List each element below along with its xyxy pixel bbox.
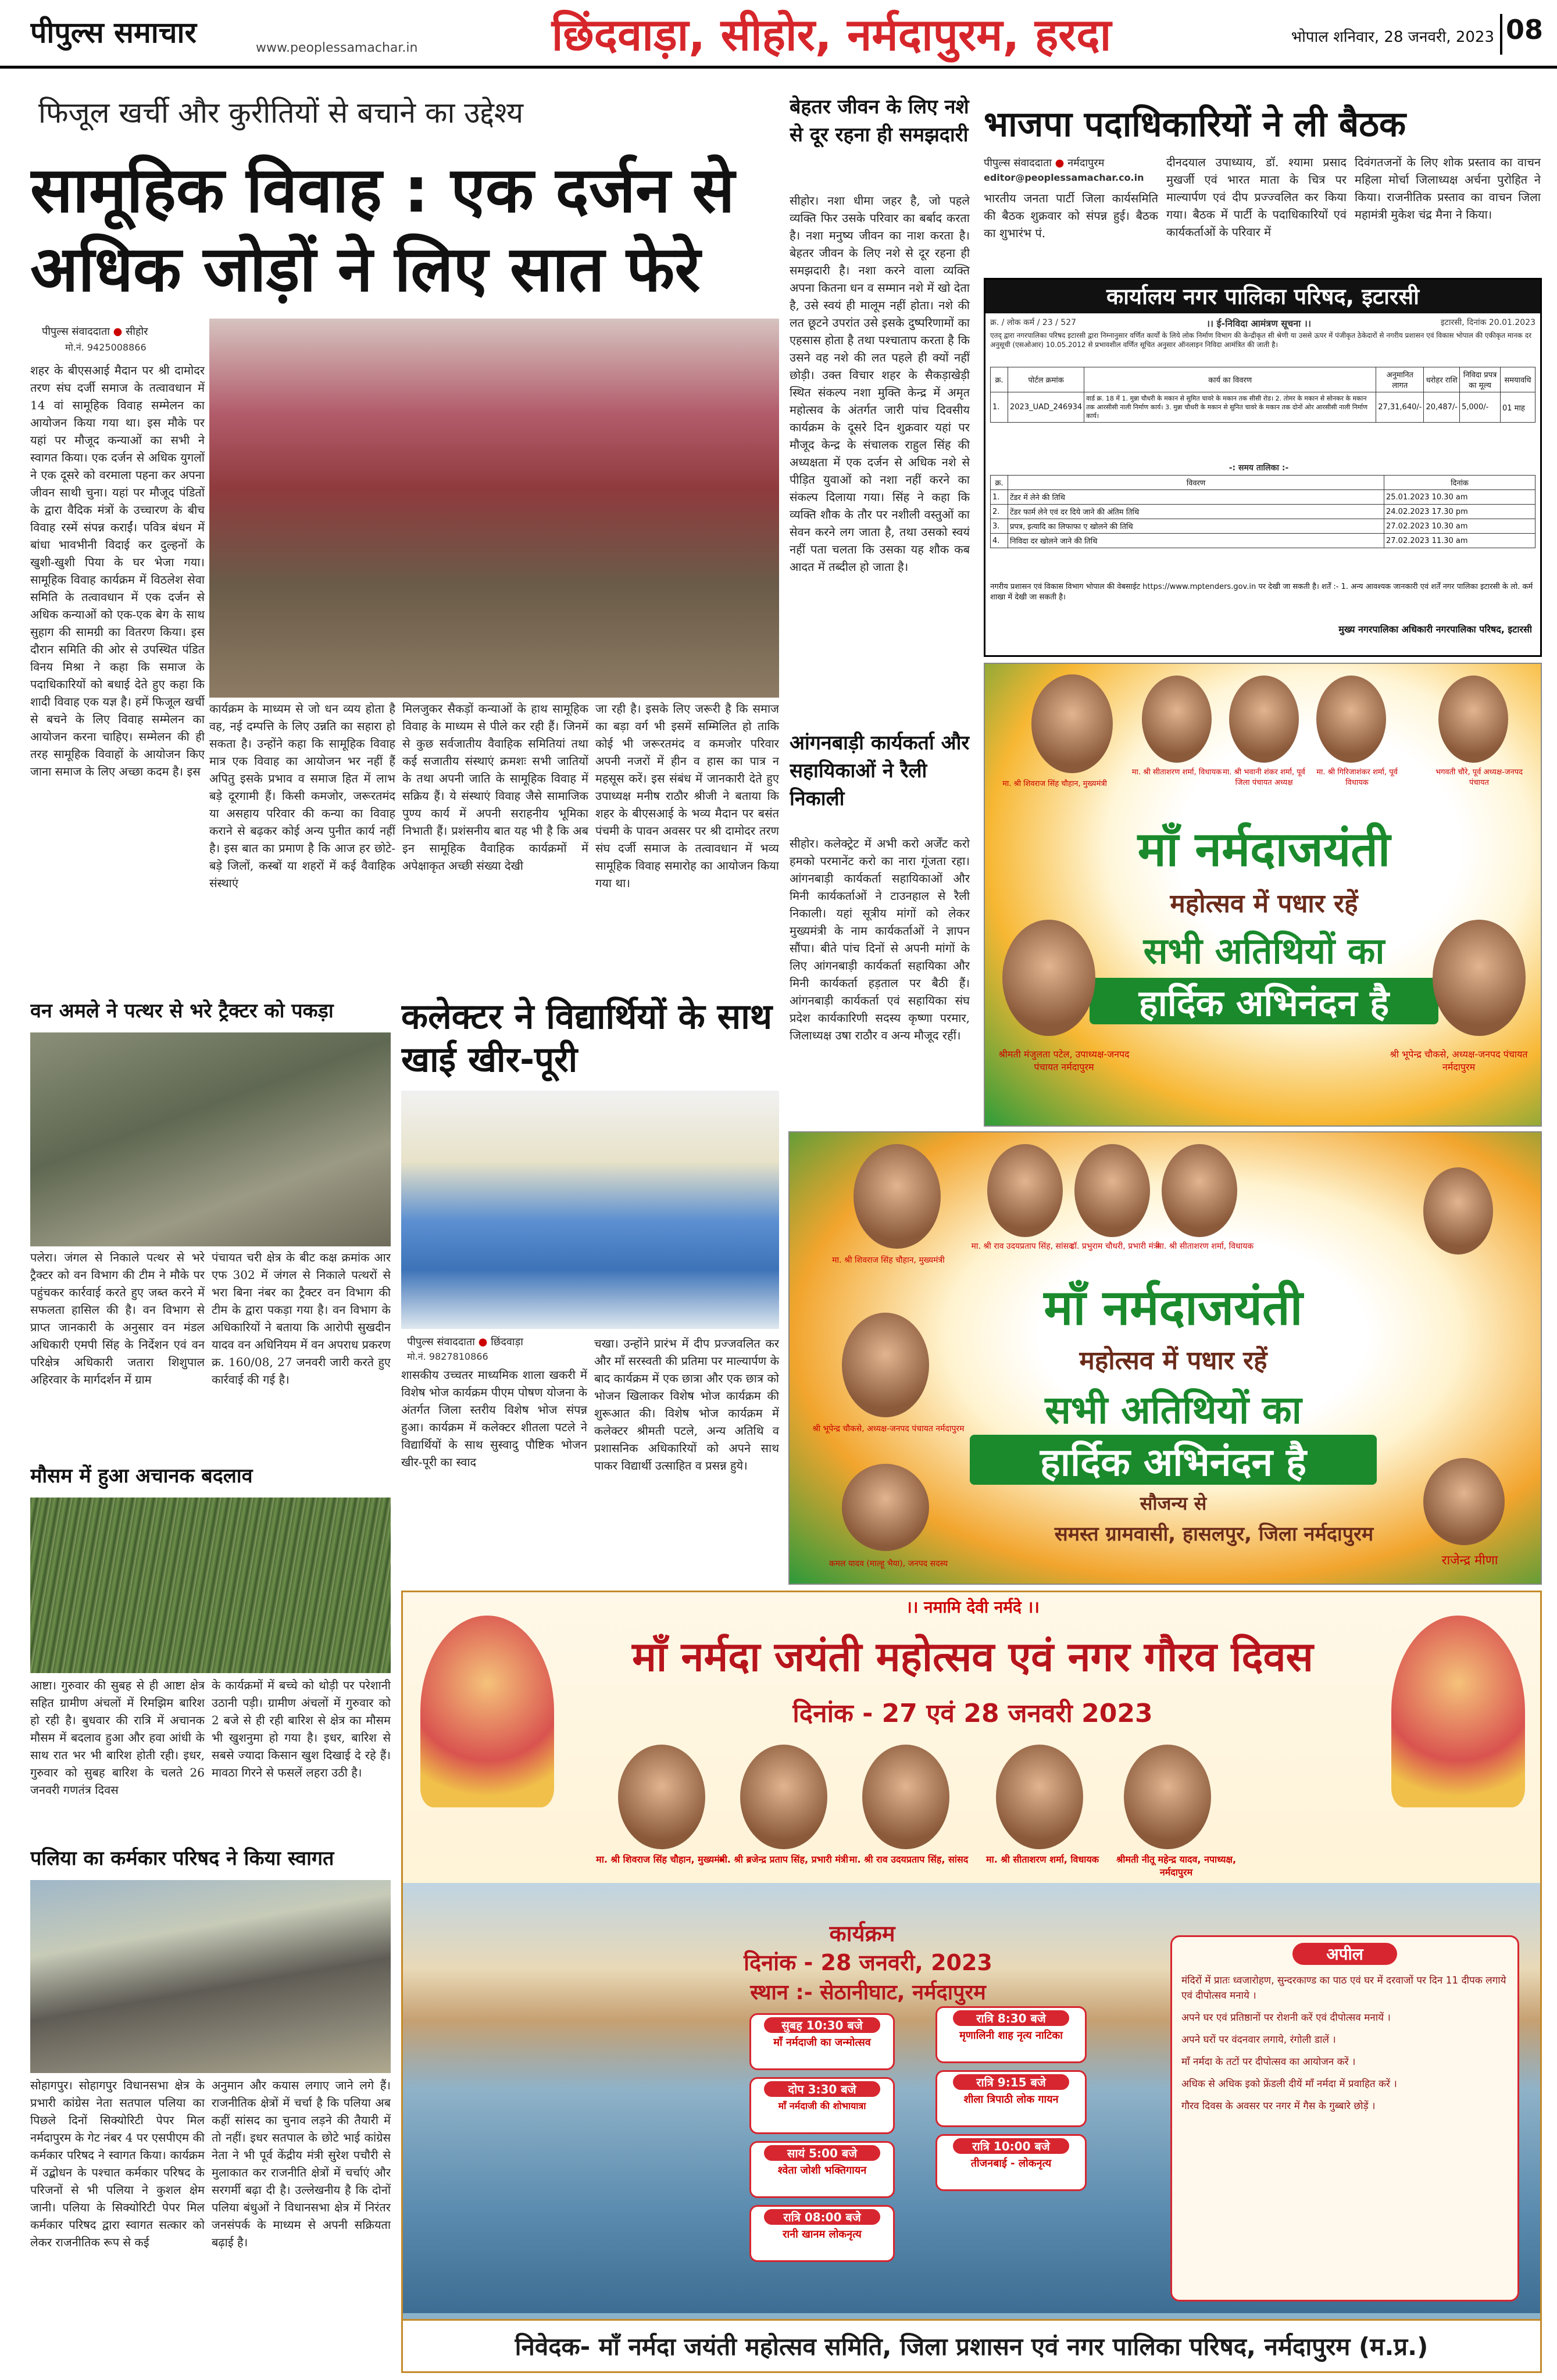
kheer-col2: चखा। उन्होंने प्रारंभ में दीप प्रज्जवलित कर और माँ सरस्वती की प्रतिमा पर माल्यार्पण के बाद कार्यक्रम में एक छात्रा और एक छात्र को भोजन खिलाकर विशेष भोज कार्यक्रम की शुरूआत की। विशेष भोज कार्यक्रम में कलेक्टर श्रीमती पटले, अन्य अतिथि व प्रशासनिक अधिकारियों को अपने साथ पाकर विद्यार्थी उत्साहित व प्रसन्न हुये।: [594, 1336, 779, 1473]
portrait-photo: [1423, 1167, 1493, 1255]
table-row: [991, 505, 1535, 519]
narmada-gaurav-divas-ad: [401, 1591, 1542, 2373]
tender-date: इटारसी, दिनांक 20.01.2023: [1440, 318, 1535, 327]
portrait-photo: [1124, 1745, 1211, 1849]
palia-col1: सोहागपुर। सोहागपुर विधानसभा क्षेत्र के प्रभारी कांग्रेस नेता सतपाल पलिया का पिछले दिनों सिक्योरिटी पेपर मिल नर्मदापुरम के गेट नंबर 4 पर एसपीएम की कर्मकार परिषद ने स्वागत किया। कार्यक्रम में उद्बोधन के पश्चात कर्मकार परिषद के परिजनों से भी पलिया ने कुशल क्षेम जानी। पलिया के सिक्योरिटी पेपर मिल कर्मकार परिषद द्वारा स्वागत सत्कार को लेकर राजनीतिक रूप से कई: [30, 2078, 205, 2249]
narmada-jayanti-ad-1: [984, 663, 1542, 1127]
tender-intro: एतद् द्वारा नगरपालिका परिषद इटारसी द्वारा निम्नानुसार वर्णित कार्यों के लिये लोक निर्माण विभाग की केन्द्रीकृत सी श्रेणी या उससे ऊपर में पंजीकृत ठेकेदारों से नगरीय प्रशासन एवं विकास भोपाल की एकीकृत मानक दर अनुसूची (एसओआर) 10.05.2012 से प्रभावशील वर्णित सूचित अनुसार ऑनलाइन निविदा आमंत्रित की जाती है।: [990, 331, 1531, 349]
ad1-caption: मा. श्री गिरिजाशंकर शर्मा, पूर्व विधायक: [1316, 768, 1398, 787]
ad2-left-caption: श्री भूपेन्द्र चौकसे, अध्यक्ष-जनपद पंचायत नर्मदापुरम: [812, 1424, 965, 1434]
lead-col3: मिलजुकर सैकड़ों कन्याओं के हाथ सामूहिक विवाह के माध्यम से पीले कर रही हैं। जिनमें से कुछ सर्वजातीय वैवाहिक समितियां तथा कई सजातीय संस्थाएं क्रमशः सभी जातियों के तथा अपनी जाति के सामूहिक विवाह में सक्रिय हैं। ये संस्थाएं विवाह जैसे सामाजिक पुण्य कार्य में अपनी सराहनीय भूमिका निभाती हैं। प्रशंसनीय बात यह भी है कि अब इन सामूहिक वैवाहिक कार्यक्रमों में अपेक्षाकृत अच्छी संख्या देखी: [402, 702, 588, 873]
palia-headline: पलिया का कर्मकार परिषद ने किया स्वागत: [30, 1847, 334, 1870]
ad2-left-caption-2: कमल यादव (माल्हू भैया), जनपद सदस्य: [829, 1559, 948, 1568]
tender-cell: 5,000/-: [1460, 392, 1501, 423]
tender-cell: 20,487/-: [1424, 392, 1460, 423]
portrait-photo: [987, 1144, 1063, 1237]
ad3-footer: निवेदक- माँ नर्मदा जयंती महोत्सव समिति, जिला प्रशासन एवं नगर पालिका परिषद, नर्मदापुरम (म.प्र.): [403, 2319, 1540, 2371]
event-label: माँ नर्मदाजी का जन्मोत्सव: [773, 2036, 871, 2049]
forest-headline: वन अमले ने पत्थर से भरे ट्रैक्टर को पकड़ा: [30, 999, 334, 1023]
tender-col-no: क्र.: [991, 367, 1008, 392]
portrait-photo: [740, 1745, 827, 1849]
palia-photo: [30, 1880, 391, 2073]
event-label: तीजनबाई - लोकनृत्य: [970, 2157, 1052, 2170]
event-time: रात्रि 8:30 बजे: [953, 2010, 1069, 2026]
page-number: 08: [1500, 14, 1547, 55]
tender-cell: 01 माह: [1501, 392, 1535, 423]
tender-cell: 27,31,640/-: [1376, 392, 1424, 423]
palia-col2: अनुमान और कयास लगाए जाने लगे हैं। राजनीतिक क्षेत्रों में चर्चा है कि पलिया अब कहीं सांसद का चुनाव लड़ने की तैयारी में तो नहीं। इधर सतपाल के छोटे भाई कांग्रेस नेता ने भी पूर्व केंद्रीय मंत्री सुरेश पचौरी से मुलाकात कर राजनीति क्षेत्रों में चर्चाएं और सरगर्मी बढ़ा दी है। उल्लेखनीय है कि दोनों पलिया बंधुओं ने विधानसभा क्षेत्र में निरंतर जनसंपर्क के माध्यम से अपनी सक्रियता बढ़ाई है।: [212, 2078, 391, 2249]
sched-cell: टेंडर फार्म लेने एवं दर दिये जाने की अंतिम तिथि: [1008, 505, 1384, 519]
ad3-caption: मा. श्री शिवराज सिंह चौहान, मुख्यमंत्री: [596, 1854, 727, 1865]
lead-col1: शहर के बीएसआई मैदान पर श्री दामोदर तरण संघ दर्जी समाज के तत्वावधान में 14 वां सामूहिक विवाह सम्मेलन का आयोजन किया गया था। इस मौके पर यहां पर मौजूद कन्याओं का सभी ने स्वागत किया। एक दर्जन से अधिक युगलों ने एक दूसरे को वरमाला पहना कर अपना जीवन साथी चुना। यहां पर मौजूद पंडितों के द्वारा वैदिक मंत्रों के उच्चारण के बीच विवाह रस्में संपन्न कराईं। पवित्र बंधन में बांधा भावभीनी विदाई कर दुल्हनों के खुशी-खुशी पिया के घर भेजा गया। सामूहिक विवाह कार्यक्रम में विठलेश सेवा समिति के तत्वावधान में एक दर्जन से अधिक कन्याओं को एक-एक बेग के साथ सुहाग की सामग्री का वितरण किया। इस दौरान समिति की ओर से उपस्थित पंडित विनय मिश्रा ने कहा कि समाज के पदाधिकारियों को बधाई देते हुए कहा कि शादी विवाह एक यज्ञ है। हमें फिजूल खर्ची से बचने के लिए विवाह सम्मेलन का आयोजन करना चाहिए। सम्मेलन की ही तरह सामूहिक विवाहों के आयोजन किए जाना समाज के लिए अच्छा कदम है। इस: [30, 363, 205, 778]
sched-cell: 27.02.2023 10.30 am: [1384, 519, 1535, 534]
sched-cell: 25.01.2023 10.30 am: [1384, 490, 1535, 505]
table-row: [991, 534, 1535, 548]
portrait-photo: [1433, 920, 1526, 1036]
website-url: www.peoplessamachar.in: [256, 41, 418, 55]
bjp-col2: दीनदयाल उपाध्याय, डॉ. श्यामा प्रसाद मुखर्जी एवं भारत माता के चित्र पर माल्यार्पण एवं दीप प्रज्ज्वलित कर किया गया। बैठक में पार्टी के पदाधिकारियों एवं कार्यकर्ताओं के परिवार में: [1166, 155, 1347, 239]
event-label: मृणालिनी शाह नृत्य नाटिका: [959, 2029, 1063, 2042]
ad1-greet1: सभी अतिथियों का: [1143, 930, 1385, 972]
bjp-headline: भाजपा पदाधिकारियों ने ली बैठक: [984, 104, 1406, 145]
ad3-caption: मा. श्री राव उदयप्रताप सिंह, सांसद: [849, 1854, 969, 1865]
event-label: माँ नर्मदाजी की शोभायात्रा: [778, 2100, 866, 2111]
ad2-from: सौजन्य से: [1140, 1492, 1207, 1514]
sched-cell: प्रपत्र, इत्यादि का लिफाफा ए खोलने की तिथि: [1008, 519, 1384, 534]
bjp-col3: दिवंगतजनों के लिए शोक प्रस्ताव का वाचन महिला मोर्चा जिलाध्यक्ष अर्चना पुरोहित ने किया। राजनीतिक प्रस्ताव का वाचन जिला महामंत्री मुकेश चंद्र मैना ने किया।: [1355, 155, 1541, 221]
portrait-photo: [1316, 676, 1386, 763]
lead-byline: पीपुल्स संवाददाता ● सीहोर: [42, 326, 148, 338]
masthead: [0, 0, 1557, 69]
dateline: भोपाल शनिवार, 28 जनवरी, 2023: [1291, 28, 1494, 46]
nasha-headline: बेहतर जीवन के लिए नशे से दूर रहना ही समझदारी: [790, 95, 969, 146]
event-time: रात्रि 10:00 बजे: [953, 2138, 1069, 2154]
forest-photo: [30, 1032, 391, 1246]
anganwadi-body: सीहोर। कलेक्ट्रेट में अभी करो अर्जेंट करो हमको परमानेंट करो का नारा गूंजता रहा। आंगनबाड़ी कार्यकर्ता सहायिकाओं और मिनी कार्यकर्ताओं ने टाउनहाल से रैली निकाली। यहां सूत्रीय मांगों को लेकर मुख्यमंत्री के नाम कार्यकर्ताओं ने ज्ञापन सौंपा। बीते पांच दिनों से अपनी मांगों के लिए आंगनबाड़ी कार्यकर्ता सहायिका और मिनी कार्यकर्ता हड़ताल पर बैठी हैं। आंगनबाड़ी कार्यकर्ता एवं सहायिका संघ प्रदेश कार्यकारिणी सदस्य कृष्णा परमार, जिलाध्यक्ष उषा राठौर व अन्य मौजूद रहीं।: [790, 837, 970, 1042]
ad1-subtitle: महोत्सव में पधार रहें: [1170, 889, 1358, 919]
event-label: रानी खानम लोकनृत्य: [783, 2228, 862, 2240]
tender-signature: मुख्य नगरपालिका अधिकारी नगरपालिका परिषद, इटारसी: [1338, 624, 1532, 635]
kheer-headline: कलेक्टर ने विद्यार्थियों के साथ खाई खीर-पूरी: [401, 996, 773, 1080]
lakshmi-image-right: [1391, 1616, 1525, 1807]
ad2-caption: मा. श्री शिवराज सिंह चौहान, मुख्यमंत्री: [832, 1256, 945, 1265]
ad2-subtitle: महोत्सव में पधार रहें: [1079, 1346, 1267, 1375]
newspaper-logo: पीपुल्स समाचार: [30, 16, 197, 49]
weather-headline: मौसम में हुआ अचानक बदलाव: [30, 1464, 253, 1488]
ad2-right-caption: राजेन्द्र मीणा: [1441, 1553, 1498, 1568]
kheer-col1: शासकीय उच्चतर माध्यमिक शाला खकरी में विशेष भोज कार्यक्रम पीएम पोषण योजना के अंतर्गत जिला स्तरीय विशेष भोज संपन्न हुआ। कार्यक्रम में कलेक्टर शीतला पटले ने विद्यार्थियों के साथ सुस्वादु पौष्टिक भोजन खीर-पूरी का स्वाद: [401, 1368, 587, 1469]
portrait-photo: [1002, 920, 1095, 1036]
ad2-title: माँ नर्मदाजयंती: [1044, 1279, 1303, 1336]
kheer-photo: [401, 1091, 779, 1329]
ad2-greet2: हार्दिक अभिनंदन है: [970, 1435, 1377, 1485]
wedding-photo: [209, 319, 779, 698]
portrait-photo: [1229, 676, 1299, 763]
ad3-program-place: स्थान :- सेठानीघाट, नर्मदापुरम: [750, 1981, 986, 2004]
ad3-program-title: कार्यक्रम: [829, 1921, 895, 1946]
event-time: दोप 3:30 बजे: [764, 2081, 880, 2097]
bjp-col1: भारतीय जनता पार्टी जिला कार्यसमिति की बैठक शुक्रवार को संपन्न हुई। बैठक का शुभारंभ पं.: [984, 191, 1158, 240]
table-row: [991, 519, 1535, 534]
event-card: [935, 2070, 1087, 2127]
forest-col1: पलेरा। जंगल से निकाले पत्थर से भरे ट्रैक्टर को वन विभाग की टीम ने मौके पर पहुंचकर कार्रवाई करते हुए जब्त करने में सफलता हासिल की है। वन विभाग से प्राप्त जानकारी के अनुसार वन मंडल अधिकारी एमपी सिंह के निर्देशन एवं वन परिक्षेत्र अधिकारी जतारा शिशुपाल अहिरवार के मार्गदर्शन में ग्राम: [30, 1250, 205, 1386]
schedule-title: -: समय तालिका :-: [1229, 463, 1289, 473]
ad2-caption: मा. श्री सीताशरण शर्मा, विधायक: [1156, 1242, 1254, 1251]
ad2-caption: मा. श्री राव उदयप्रताप सिंह, सांसद: [971, 1242, 1073, 1251]
event-label: शीला त्रिपाठी लोक गायन: [963, 2093, 1059, 2106]
ad1-caption: मा. श्री शिवराज सिंह चौहान, मुख्यमंत्री: [1002, 780, 1107, 788]
tender-col-cost: अनुमानित लागत: [1376, 367, 1424, 392]
ad3-caption: श्रीमती नीतू महेन्द्र यादव, नपाध्यक्ष, नर्मदापुरम: [1116, 1854, 1237, 1878]
lead-kicker: फिजूल खर्ची और कुरीतियों से बचाने का उद्देश्य: [38, 96, 524, 130]
portrait-photo: [842, 1313, 929, 1417]
tender-cell: वार्ड क्र. 18 में 1. मुन्ना चौधरी के मकान से सुमित चावरे के मकान तक सीसी रोड। 2. तोमर के मकान से सोनकर के मकान तक आरसीसी नाली निर्माण कार्य। 3. मुन्ना चौधरी के मकान से सुनित चावरे के मकान तक दोनों ओर आरसीसी नाली निर्माण कार्य।: [1084, 392, 1376, 423]
ad2-caption: डॉ. प्रभुराम चौधरी, प्रभारी मंत्री: [1070, 1242, 1160, 1251]
portrait-photo: [1162, 1144, 1237, 1237]
sched-cell: टेंडर में लेने की तिथि: [1008, 490, 1384, 505]
event-card: [749, 2141, 895, 2198]
tender-col-portal: पोर्टल क्रमांक: [1008, 367, 1084, 392]
event-card: [935, 2006, 1087, 2063]
sched-cell: 2.: [991, 505, 1008, 519]
ad3-title: माँ नर्मदा जयंती महोत्सव एवं नगर गौरव दिवस: [632, 1633, 1313, 1681]
portrait-photo: [996, 1745, 1083, 1849]
sched-col-desc: विवरण: [1008, 476, 1384, 490]
ad3-caption: मा. श्री सीताशरण शर्मा, विधायक: [985, 1854, 1099, 1865]
ad1-caption: मा. श्री सीताशरण शर्मा, विधायक: [1131, 768, 1222, 777]
weather-photo: [30, 1498, 391, 1673]
tender-col-deposit: धरोहर राशि: [1424, 367, 1460, 392]
anganwadi-headline: आंगनबाड़ी कार्यकर्ता और सहायिकाओं ने रैली निकाली: [790, 731, 970, 810]
table-row: [991, 490, 1535, 505]
ad1-greet2: हार्दिक अभिनंदन है: [1090, 978, 1438, 1024]
section-title: छिंदवाड़ा, सीहोर, नर्मदापुरम, हरदा: [551, 9, 1112, 60]
tender-footer: नगरीय प्रशासन एवं विकास विभाग भोपाल की वेबसाईट https://www.mptenders.gov.in पर देखी जा सकती है। शर्तें :- 1. अन्य आवश्यक जानकारी एवं शर्तें नगर पालिका इटारसी के लो. कर्म शाखा में देखी जा सकती है।: [990, 583, 1533, 602]
appeal-item: अपने घर एवं प्रतिष्ठानों पर रोशनी करें एवं दीपोत्सव मनायें ।: [1181, 2012, 1391, 2024]
portrait-photo: [1142, 676, 1212, 763]
portrait-photo: [1031, 674, 1113, 773]
weather-col1: आष्टा। गुरुवार की सुबह से ही आष्टा क्षेत्र सहित ग्रामीण अंचलों में रिमझिम बारिश हो रही है। बुधवार की रात्रि में अचानक मौसम में बदलाव हुआ और हवा आंधी के साथ रात भर भी बारिश होती रही। इधर, गुरुवार को सुबह बारिश के चलते 26 जनवरी गणतंत्र दिवस: [30, 1678, 205, 1797]
forest-col2: पंचायत चरी क्षेत्र के बीट कक्ष क्रमांक आर एफ 302 में जंगल से निकाले पत्थरों से भरा बिना नंबर का ट्रैक्टर वन विभाग की टीम के द्वारा पकड़ा गया है। वन विभाग के अधिकारियों ने बताया कि आरोपी सुखदीन यादव वन अधिनियम में वन अपराध प्रकरण क्र. 160/08, 27 जनवरी जारी करते हुए कार्रवाई की गई है।: [212, 1250, 391, 1386]
event-time: रात्रि 08:00 बजे: [764, 2209, 880, 2225]
tender-title: कार्यालय नगर पालिका परिषद, इटारसी: [985, 280, 1540, 313]
tender-cell: 2023_UAD_246934: [1008, 392, 1084, 423]
portrait-photo: [862, 1745, 949, 1849]
ad1-caption: मा. श्री भवानी शंकर शर्मा, पूर्व जिला पंचायत अध्यक्ष: [1223, 768, 1305, 787]
kheer-mobile: मो.नं. 9827810866: [407, 1351, 488, 1362]
tender-col-duration: समयावधि: [1501, 367, 1535, 392]
portrait-photo: [618, 1745, 705, 1849]
bjp-email: editor@peoplessamachar.co.in: [984, 172, 1144, 183]
nasha-body: सीहोर। नशा धीमा जहर है, जो पहले व्यक्ति फिर उसके परिवार का बर्बाद करता है। नशा मनुष्य जीवन का नाश करता है। बेहतर जीवन के लिए नशे से दूर रहना ही समझदारी है। नशा करने वाला व्यक्ति अपना कितना धन व सम्मान नशे में खो देता है, उसे स्वयं ही मालूम नहीं होता। नशे की लत छूटने उपरांत उसे इसके दुष्परिणामों का एहसास होता है तथा पश्चाताप करता है कि उसने वह नशे की लत पहले ही क्यों नहीं छोड़ी। उक्त विचार शहर के सैकड़ाखेड़ी स्थित संकल्प नशा मुक्ति केन्द्र में अमृत महोत्सव के अंतर्गत जारी पांच दिवसीय कार्यक्रम के दूसरे दिन शुक्रवार यहां पर मौजूद केन्द्र के संचालक राहुल सिंह की अध्यक्षता में एक दर्जन से अधिक नशे से पीड़ित युवाओं को नशा नहीं करने का संकल्प दिलाया गया। सिंह ने कहा कि व्यक्ति शौक के तौर पर नशीली वस्तुओं का सेवन करने लग जाता है, तथा उसको स्वयं नहीं पता चलता कि उसका यह शौक कब आदत में तब्दील हो जाता है।: [790, 194, 970, 574]
event-time: सुबह 10:30 बजे: [764, 2017, 880, 2033]
tender-ref: क्र. / लोक कर्म / 23 / 527: [990, 318, 1077, 327]
event-time: रात्रि 9:15 बजे: [953, 2074, 1069, 2090]
portrait-photo: [1423, 1458, 1505, 1545]
kheer-byline: पीपुल्स संवाददाता ● छिंदवाड़ा: [407, 1336, 523, 1348]
ad1-caption: भगवती चौरे, पूर्व अध्यक्ष-जनपद पंचायत: [1435, 768, 1523, 787]
tender-col-desc: कार्य का विवरण: [1084, 367, 1376, 392]
ad1-right-caption: श्री भूपेन्द्र चौकसे, अध्यक्ष-जनपद पंचायत नर्मदापुरम: [1390, 1049, 1528, 1073]
ad3-program-date: दिनांक - 28 जनवरी, 2023: [744, 1950, 992, 1975]
sched-cell: 4.: [991, 534, 1008, 548]
event-time: सायं 5:00 बजे: [764, 2145, 880, 2161]
appeal-item: अपने घरों पर वंदनवार लगाये, रंगोली डालें ।: [1181, 2034, 1336, 2046]
ad3-top-banner: ।। नमामि देवी नर्मदे ।।: [906, 1598, 1040, 1617]
tender-table: [990, 367, 1535, 460]
sched-cell: 3.: [991, 519, 1008, 534]
ad2-village: समस्त ग्रामवासी, हासलपुर, जिला नर्मदापुरम: [1054, 1523, 1374, 1546]
portrait-photo: [1438, 676, 1508, 763]
tender-notice: [984, 278, 1542, 657]
bjp-byline: पीपुल्स संवाददाता ● नर्मदापुरम: [984, 157, 1105, 169]
event-card: [749, 2205, 895, 2262]
schedule-table: [990, 475, 1535, 574]
event-card: [935, 2134, 1087, 2191]
lead-mobile: मो.नं. 9425008866: [65, 342, 147, 353]
appeal-box: [1170, 1935, 1519, 2302]
lead-headline: सामूहिक विवाह : एक दर्जन से अधिक जोड़ों ने लिए सात फेरे: [30, 154, 735, 306]
lakshmi-image-left: [420, 1616, 554, 1807]
weather-col2: के कार्यक्रमों में बच्चे को थोड़ी पर परेशानी उठानी पड़ी। ग्रामीण अंचलों में गुरुवार को 2 बजे से ही रही बारिश से क्षेत्र का मौसम भी खुशनुमा हो गया है। इधर, बारिश से सबसे ज्यादा किसान खुश दिखाई दे रहे हैं। मावठा गिरने से फसलें लहरा उठी है।: [212, 1678, 391, 1779]
event-card: [749, 2077, 895, 2134]
sched-cell: 27.02.2023 11.30 am: [1384, 534, 1535, 548]
portrait-photo: [1074, 1144, 1150, 1237]
appeal-item: अधिक से अधिक इको फ्रेंडली दीयें माँ नर्मदा में प्रवाहित करें ।: [1181, 2078, 1397, 2090]
sched-cell: निविदा दर खोलने जाने की तिथि: [1008, 534, 1384, 548]
appeal-title: अपील: [1292, 1943, 1397, 1965]
lead-col2: कार्यक्रम के माध्यम से जो धन व्यय होता है वह, नई दम्पत्ति के लिए उन्नति का सहारा हो सकता है। उन्होंने कहा कि सामूहिक विवाह मात्र एक विवाह का आयोजन भर नहीं हैं अपितु इसके प्रभाव व समाज हित में लाभ बड़े दूरगामी हैं। किसी कमजोर, जरूरतमंद या असहाय परिवार की कन्या का विवाह कराने से बढ़कर कोई अन्य पुनीत कार्य नहीं है। इस बात का प्रमाण है कि आज हर छोटे-बड़े जिलों, कस्बों या शहरों में कई वैवाहिक संस्थाएं: [209, 702, 395, 890]
tender-cell: 1.: [991, 392, 1008, 423]
appeal-item: मंदिरों में प्रातः ध्वजारोहण, सुन्दरकाण्ड का पाठ एवं घर में दरवाजों पर दिन 11 दीपक लगाये एवं दीपोत्सव मनाये ।: [1181, 1975, 1506, 2002]
portrait-photo: [842, 1464, 929, 1551]
sched-col-date: दिनांक: [1384, 476, 1535, 490]
lead-col4: जा रही है। इसके लिए जरूरी है कि समाज का बड़ा वर्ग भी इसमें सम्मिलित हो ताकि कोई भी जरूरतमंद व कमजोर परिवार अपनी नजरों में हीन व हास का पात्र न महसूस करें। इस संबंध में जानकारी देते हुए उपाध्यक्ष मनीष राठौर श्रीजी ने बताया कि शहर के बीएसआई के भव्य मैदान पर बसंत पंचमी के पावन अवसर पर श्री दामोदर तरण संघ दर्जी समाज के तत्वावधान में भव्य सामूहिक विवाह समारोह का आयोजन किया गया था।: [595, 702, 779, 890]
ad3-caption: मा. श्री ब्रजेन्द्र प्रताप सिंह, प्रभारी मंत्री: [719, 1854, 848, 1865]
ad2-greet1: सभी अतिथियों का: [1045, 1388, 1302, 1432]
appeal-item: माँ नर्मदा के तटों पर दीपोत्सव का आयोजन करें ।: [1181, 2056, 1356, 2068]
ad1-left-caption: श्रीमती मंजुलता पटेल, उपाध्यक्ष-जनपद पंचायत नर्मदापुरम: [998, 1049, 1130, 1073]
ad1-title: माँ नर्मदाजयंती: [1137, 822, 1391, 877]
event-label: श्वेता जोशी भक्तिगायन: [777, 2164, 867, 2177]
narmada-jayanti-ad-2: [788, 1131, 1542, 1585]
sched-cell: 1.: [991, 490, 1008, 505]
appeal-item: गौरव दिवस के अवसर पर नगर में गैस के गुब्बारे छोड़ें ।: [1181, 2100, 1376, 2112]
event-card: [749, 2013, 895, 2070]
sched-col-no: क्र.: [991, 476, 1008, 490]
ad3-dates: दिनांक - 27 एवं 28 जनवरी 2023: [792, 1699, 1153, 1728]
sched-cell: 24.02.2023 17.30 pm: [1384, 505, 1535, 519]
portrait-photo: [854, 1144, 941, 1249]
tender-col-form: निविदा प्रपत्र का मूल्य: [1460, 367, 1501, 392]
table-row: [991, 392, 1535, 423]
tender-notice-head: ।। ई-निविदा आमंत्रण सूचना ।।: [1206, 318, 1312, 329]
